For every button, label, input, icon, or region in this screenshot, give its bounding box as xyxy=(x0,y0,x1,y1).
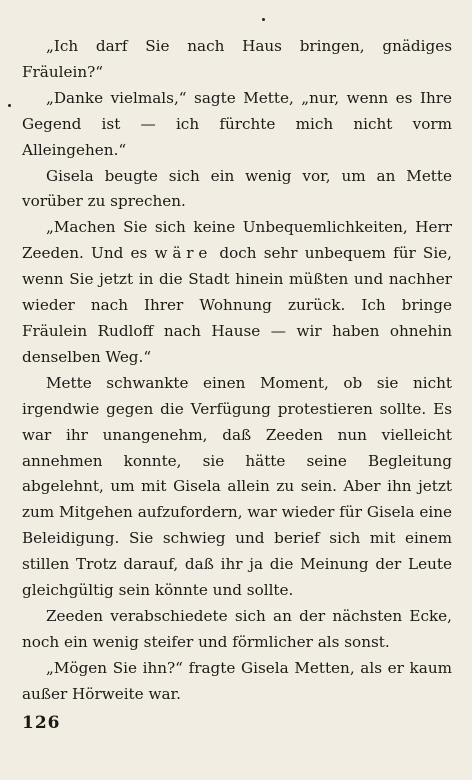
page-number: 126 xyxy=(22,713,61,733)
paragraph-4-end: doch sehr unbequem für Sie, wenn Sie jetzt in die Stadt hinein müßten und nachher wieder nach Ihrer Wohnung zurück. Ich bringe Fräulein Rudloff nach Hause — wir haben ohnehin denselben Weg.“ xyxy=(22,244,452,366)
paragraph-4 xyxy=(22,215,452,370)
paragraph-3: Gisela beugte sich ein wenig vor, um an Mette vorüber zu sprechen. xyxy=(22,166,452,211)
ink-speck xyxy=(8,104,11,107)
paragraph-5: Mette schwankte einen Moment, ob sie nicht irgendwie gegen die Verfügung protestieren sollte. Es war ihr unangenehm, daß Zeeden nun vielleicht annehmen konnte, sie hätte seine Begleitung abgelehnt, um mit Gisela allein zu sein. Aber ihn jetzt zum Mitgehen aufzufordern, war wieder für Gisela eine Beleidigung. Sie schwieg und berief sich mit einem stillen Trotz darauf, daß ihr ja die Meinung der Leute gleichgültig sein könnte und sollte. xyxy=(22,373,452,600)
paragraph-7: „Mögen Sie ihn?“ fragte Gisela Metten, als er kaum außer Hörweite war. xyxy=(22,658,452,703)
body-text xyxy=(22,34,452,708)
paragraph-1: „Ich darf Sie nach Haus bringen, gnädiges Fräulein?“ xyxy=(22,37,452,81)
ink-speck xyxy=(262,18,265,21)
paragraph-6: Zeeden verabschiedete sich an der nächsten Ecke, noch ein wenig steifer und förmlicher als sonst. xyxy=(22,606,452,651)
emphasized-word: wäre xyxy=(154,244,213,263)
paragraph-2: „Danke vielmals,“ sagte Mette, „nur, wenn es Ihre Gegend ist — ich fürchte mich nicht vorm Alleingehen.“ xyxy=(22,88,452,159)
paragraph-4-start: „Machen Sie sich keine Unbequemlichkeiten, Herr Zeeden. Und es xyxy=(22,218,452,263)
